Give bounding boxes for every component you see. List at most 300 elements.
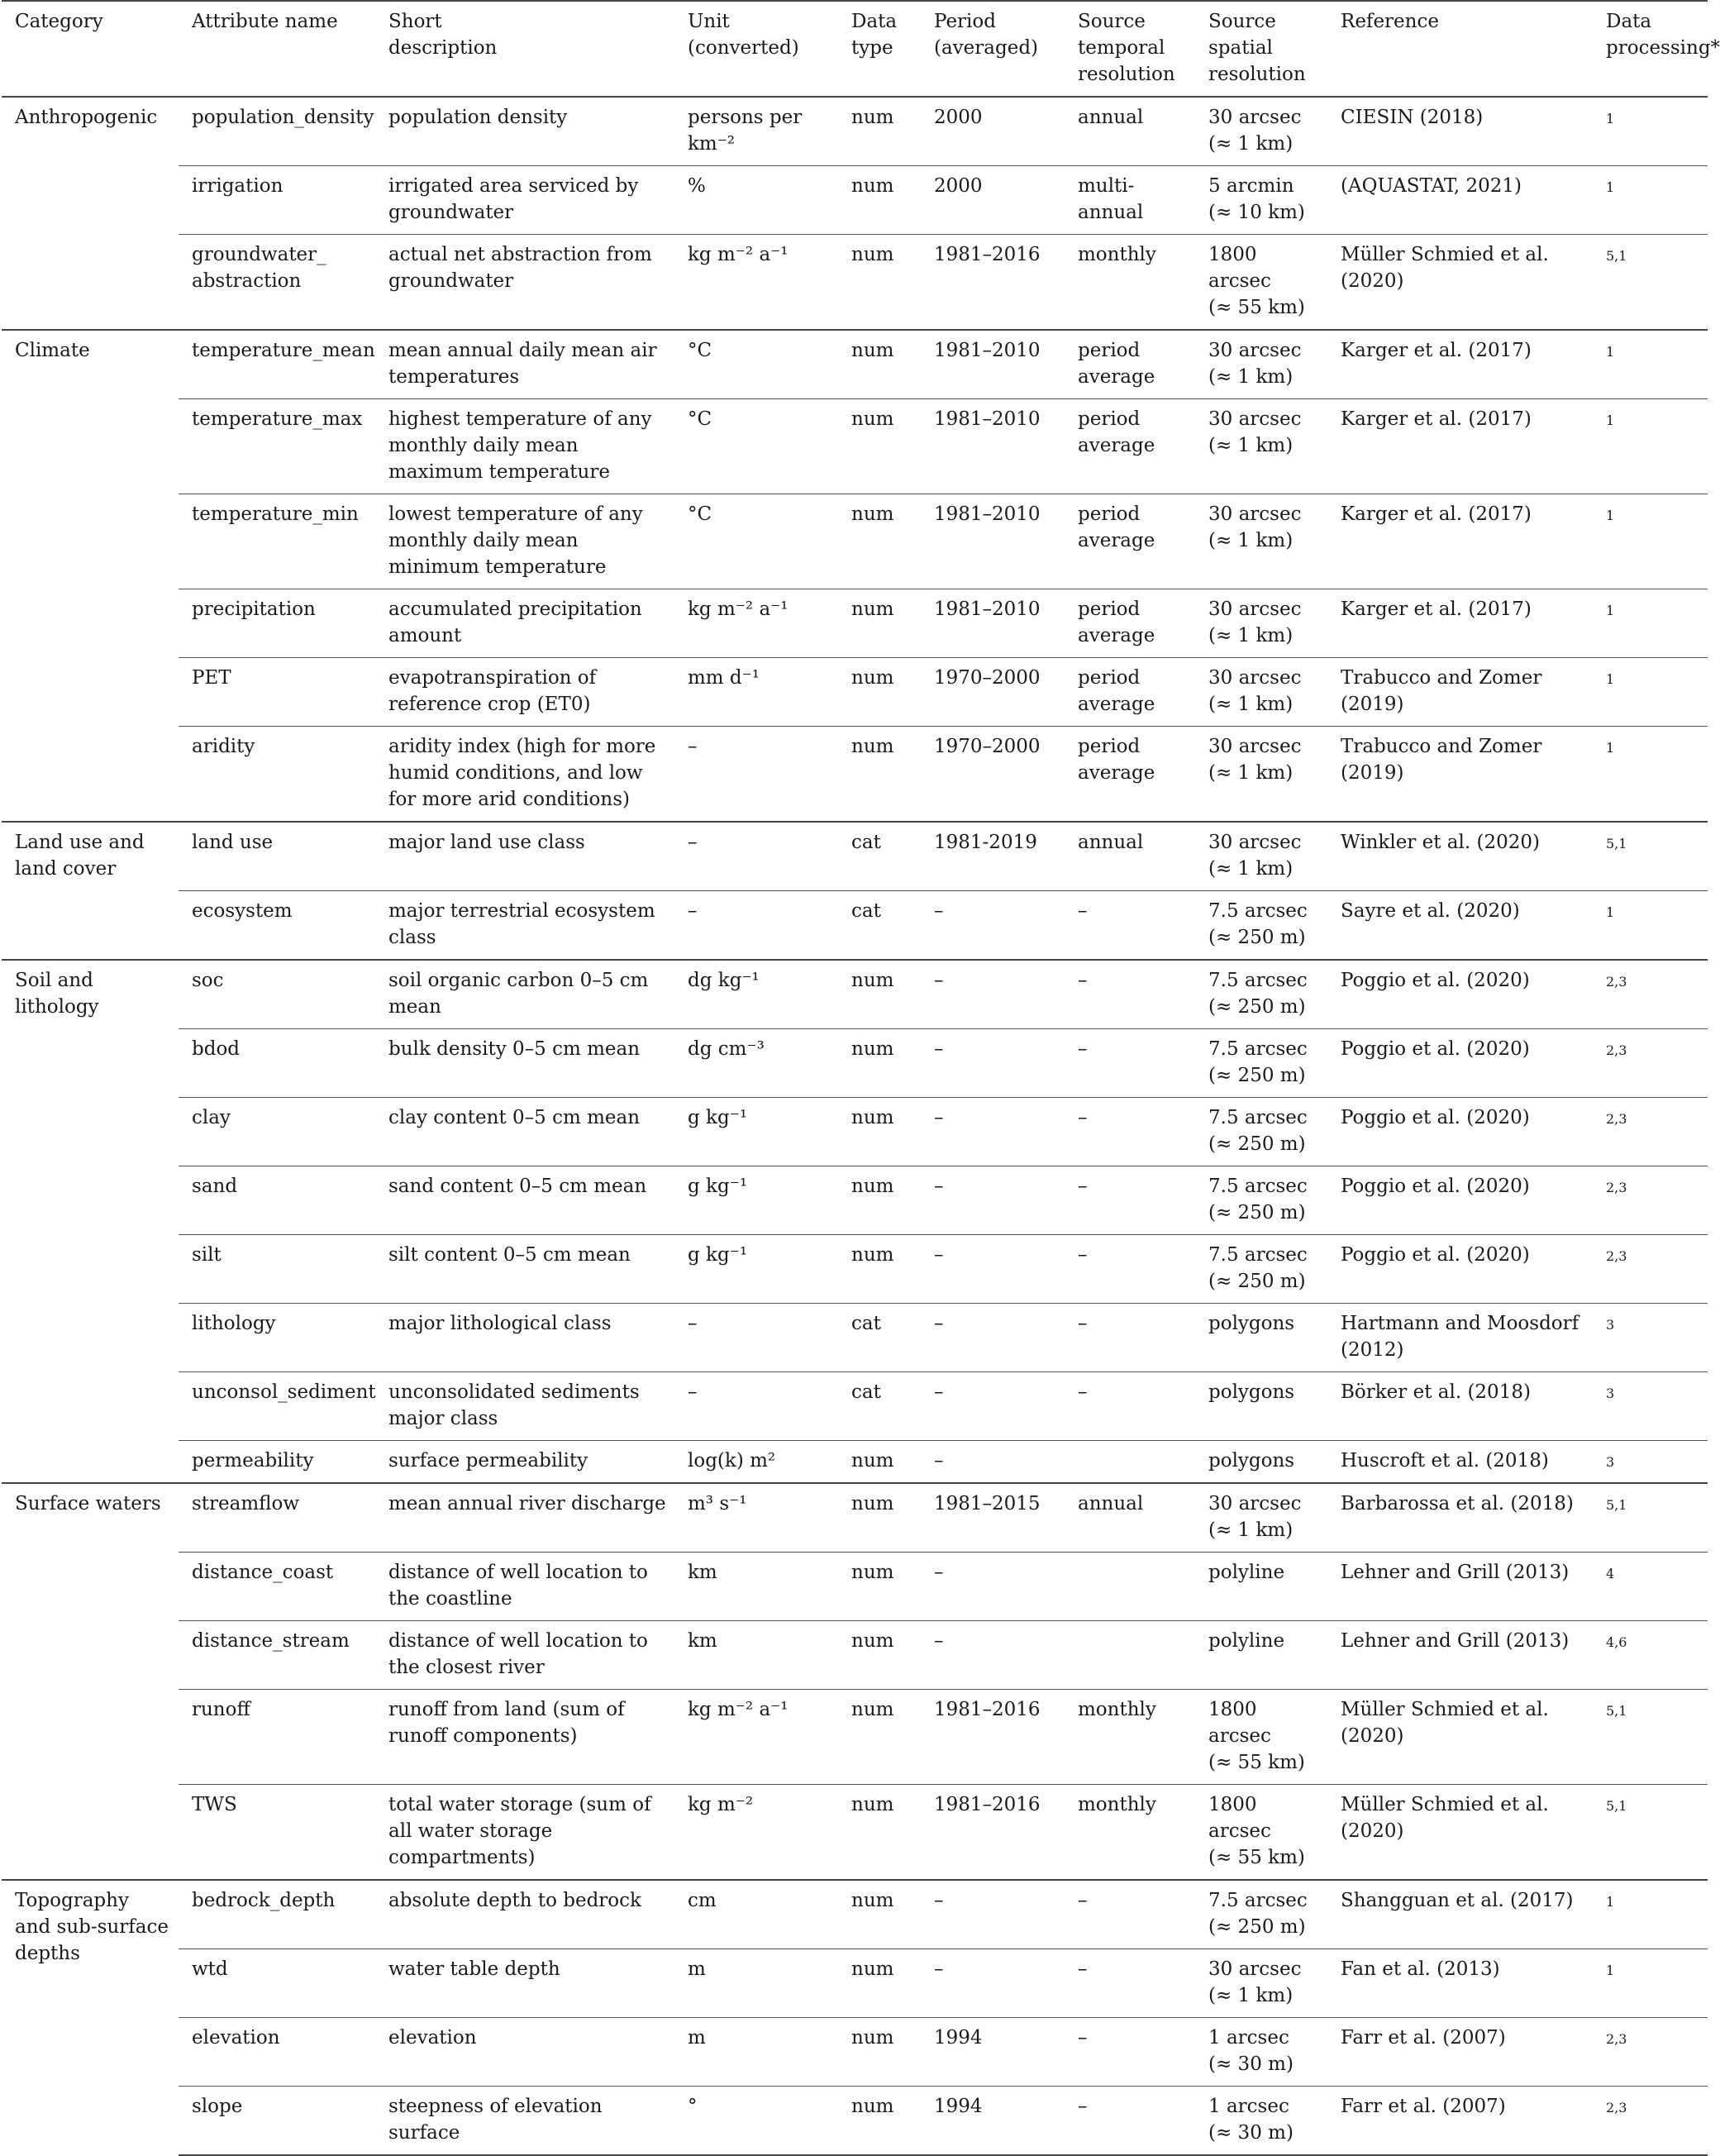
data-type-cell: num [838, 97, 921, 166]
data-type-cell: num [838, 2018, 921, 2087]
data-type-cell: num [838, 960, 921, 1029]
attribute-name-cell: TWS [179, 1785, 375, 1881]
unit-cell: – [674, 727, 838, 823]
description-cell: distance of well location to the closest river [375, 1621, 674, 1690]
table-row [2, 399, 1708, 494]
category-cell: Topography and sub-surface depths [2, 1880, 179, 2155]
spatial-resolution-cell: 30 arcsec (≈ 1 km) [1195, 589, 1327, 658]
temporal-resolution-cell: – [1065, 1166, 1195, 1235]
processing-footnote: 1 [1606, 111, 1615, 126]
processing-cell [1593, 1372, 1708, 1441]
header-unit: Unit (converted) [688, 11, 799, 59]
reference-cell: Winkler et al. (2020) [1327, 822, 1593, 891]
reference-cell: Karger et al. (2017) [1327, 399, 1593, 494]
temporal-resolution-cell [1065, 1441, 1195, 1484]
reference-cell: Karger et al. (2017) [1327, 589, 1593, 658]
description-cell: highest temperature of any monthly daily mean maximum temperature [375, 399, 674, 494]
temporal-resolution-cell: monthly [1065, 1785, 1195, 1881]
temporal-resolution-cell: – [1065, 1029, 1195, 1098]
processing-cell [1593, 1949, 1708, 2018]
attribute-name-cell: elevation [179, 2018, 375, 2087]
unit-cell: mm d⁻¹ [674, 658, 838, 727]
data-type-cell: cat [838, 891, 921, 961]
period-cell: – [921, 1621, 1065, 1690]
attribute-name-cell: silt [179, 1235, 375, 1304]
data-type-cell: num [838, 1785, 921, 1881]
unit-cell: m [674, 2018, 838, 2087]
attribute-name-cell: PET [179, 658, 375, 727]
reference-cell: Barbarossa et al. (2018) [1327, 1483, 1593, 1553]
description-cell: aridity index (high for more humid conditions, and low for more arid conditions) [375, 727, 674, 823]
processing-footnote: 2,3 [1606, 2031, 1627, 2047]
unit-cell: cm [674, 1880, 838, 1949]
reference-cell: Poggio et al. (2020) [1327, 1235, 1593, 1304]
table-row [2, 1949, 1708, 2018]
table-row [2, 891, 1708, 961]
processing-cell [1593, 494, 1708, 589]
processing-footnote: 1 [1606, 904, 1615, 920]
data-type-cell: cat [838, 822, 921, 891]
reference-cell: Lehner and Grill (2013) [1327, 1553, 1593, 1621]
period-cell: 2000 [921, 166, 1065, 235]
unit-cell: % [674, 166, 838, 235]
unit-cell: persons per km⁻² [674, 97, 838, 166]
table-row [2, 330, 1708, 399]
temporal-resolution-cell: – [1065, 1372, 1195, 1441]
spatial-resolution-cell: 1 arcsec (≈ 30 m) [1195, 2087, 1327, 2156]
period-cell: 1994 [921, 2018, 1065, 2087]
description-cell: mean annual river discharge [375, 1483, 674, 1553]
reference-cell: Sayre et al. (2020) [1327, 891, 1593, 961]
period-cell: – [921, 1553, 1065, 1621]
table-header [2, 1, 1720, 97]
unit-cell: °C [674, 494, 838, 589]
description-cell: elevation [375, 2018, 674, 2087]
description-cell: major lithological class [375, 1304, 674, 1372]
table-row [2, 1235, 1708, 1304]
spatial-resolution-cell: 7.5 arcsec (≈ 250 m) [1195, 1880, 1327, 1949]
unit-cell: kg m⁻² a⁻¹ [674, 235, 838, 331]
temporal-resolution-cell: period average [1065, 494, 1195, 589]
unit-cell: – [674, 891, 838, 961]
processing-footnote: 5,1 [1606, 1703, 1627, 1719]
unit-cell: log(k) m² [674, 1441, 838, 1484]
table-row [2, 97, 1708, 166]
data-type-cell: cat [838, 1372, 921, 1441]
table-row [2, 658, 1708, 727]
category-cell: Climate [2, 330, 179, 822]
description-cell: absolute depth to bedrock [375, 1880, 674, 1949]
reference-cell: Müller Schmied et al. (2020) [1327, 1690, 1593, 1785]
table-row [2, 494, 1708, 589]
attribute-name-cell: runoff [179, 1690, 375, 1785]
attributes-table [2, 0, 1720, 2156]
table-row [2, 1098, 1708, 1166]
description-cell: evapotranspiration of reference crop (ET0) [375, 658, 674, 727]
unit-cell: dg kg⁻¹ [674, 960, 838, 1029]
table-row [2, 1166, 1708, 1235]
period-cell: 2000 [921, 97, 1065, 166]
spatial-resolution-cell: 7.5 arcsec (≈ 250 m) [1195, 1235, 1327, 1304]
table-row [2, 1880, 1708, 1949]
processing-cell [1593, 330, 1708, 399]
unit-cell: km [674, 1621, 838, 1690]
attribute-name-cell: groundwater_ abstraction [179, 235, 375, 331]
reference-cell: Hartmann and Moosdorf (2012) [1327, 1304, 1593, 1372]
reference-cell: Börker et al. (2018) [1327, 1372, 1593, 1441]
data-type-cell: num [838, 1166, 921, 1235]
spatial-resolution-cell: 1800 arcsec (≈ 55 km) [1195, 1690, 1327, 1785]
period-cell: – [921, 1880, 1065, 1949]
table-row [2, 822, 1708, 891]
reference-cell: Poggio et al. (2020) [1327, 1098, 1593, 1166]
reference-cell: Farr et al. (2007) [1327, 2087, 1593, 2156]
period-cell: 1981–2015 [921, 1483, 1065, 1553]
reference-cell: Huscroft et al. (2018) [1327, 1441, 1593, 1484]
attribute-name-cell: wtd [179, 1949, 375, 2018]
unit-cell: – [674, 1372, 838, 1441]
category-cell: Anthropogenic [2, 97, 179, 330]
processing-footnote: 2,3 [1606, 2100, 1627, 2115]
period-cell: 1970–2000 [921, 658, 1065, 727]
processing-cell [1593, 1235, 1708, 1304]
spatial-resolution-cell: 1800 arcsec (≈ 55 km) [1195, 235, 1327, 331]
header-processing: Data processing* [1606, 11, 1720, 59]
temporal-resolution-cell: monthly [1065, 1690, 1195, 1785]
processing-footnote: 1 [1606, 344, 1615, 360]
description-cell: clay content 0–5 cm mean [375, 1098, 674, 1166]
temporal-resolution-cell: annual [1065, 97, 1195, 166]
data-type-cell: num [838, 1483, 921, 1553]
attribute-name-cell: precipitation [179, 589, 375, 658]
processing-footnote: 4,6 [1606, 1634, 1627, 1650]
attribute-name-cell: lithology [179, 1304, 375, 1372]
temporal-resolution-cell: period average [1065, 727, 1195, 823]
period-cell: – [921, 1304, 1065, 1372]
header-attribute: Attribute name [192, 11, 338, 32]
data-type-cell: num [838, 589, 921, 658]
processing-cell [1593, 960, 1708, 1029]
table-row [2, 727, 1708, 823]
data-type-cell: num [838, 1235, 921, 1304]
processing-cell [1593, 2018, 1708, 2087]
attribute-name-cell: sand [179, 1166, 375, 1235]
description-cell: silt content 0–5 cm mean [375, 1235, 674, 1304]
processing-cell [1593, 1553, 1708, 1621]
data-type-cell: cat [838, 1304, 921, 1372]
attribute-name-cell: soc [179, 960, 375, 1029]
spatial-resolution-cell: polygons [1195, 1372, 1327, 1441]
data-type-cell: num [838, 1621, 921, 1690]
unit-cell: g kg⁻¹ [674, 1166, 838, 1235]
data-type-cell: num [838, 1949, 921, 2018]
header-period: Period (averaged) [934, 11, 1039, 59]
unit-cell: g kg⁻¹ [674, 1098, 838, 1166]
processing-cell [1593, 658, 1708, 727]
unit-cell: kg m⁻² a⁻¹ [674, 1690, 838, 1785]
header-spatial: Source spatial resolution [1208, 11, 1306, 85]
processing-cell [1593, 1880, 1708, 1949]
spatial-resolution-cell: 30 arcsec (≈ 1 km) [1195, 399, 1327, 494]
data-type-cell: num [838, 399, 921, 494]
table-row [2, 1441, 1708, 1484]
processing-cell [1593, 822, 1708, 891]
table-row [2, 589, 1708, 658]
table-body [2, 97, 1708, 2155]
data-type-cell: num [838, 235, 921, 331]
description-cell: surface permeability [375, 1441, 674, 1484]
processing-footnote: 1 [1606, 1894, 1615, 1910]
reference-cell: Karger et al. (2017) [1327, 330, 1593, 399]
description-cell: lowest temperature of any monthly daily mean minimum temperature [375, 494, 674, 589]
description-cell: runoff from land (sum of runoff components) [375, 1690, 674, 1785]
temporal-resolution-cell: multi- annual [1065, 166, 1195, 235]
reference-cell: (AQUASTAT, 2021) [1327, 166, 1593, 235]
table-row [2, 1372, 1708, 1441]
period-cell: – [921, 1029, 1065, 1098]
header-temporal: Source temporal resolution [1078, 11, 1175, 85]
processing-footnote: 5,1 [1606, 1798, 1627, 1814]
spatial-resolution-cell: 5 arcmin (≈ 10 km) [1195, 166, 1327, 235]
temporal-resolution-cell: – [1065, 1235, 1195, 1304]
unit-cell: – [674, 1304, 838, 1372]
processing-footnote: 1 [1606, 179, 1615, 195]
spatial-resolution-cell: 30 arcsec (≈ 1 km) [1195, 1483, 1327, 1553]
temporal-resolution-cell: – [1065, 1098, 1195, 1166]
processing-footnote: 2,3 [1606, 1111, 1627, 1127]
reference-cell: Trabucco and Zomer (2019) [1327, 727, 1593, 823]
processing-cell [1593, 1029, 1708, 1098]
table-row [2, 1785, 1708, 1881]
unit-cell: dg cm⁻³ [674, 1029, 838, 1098]
period-cell: – [921, 960, 1065, 1029]
description-cell: actual net abstraction from groundwater [375, 235, 674, 331]
processing-footnote: 1 [1606, 671, 1615, 687]
temporal-resolution-cell [1065, 1553, 1195, 1621]
description-cell: mean annual daily mean air temperatures [375, 330, 674, 399]
period-cell: – [921, 891, 1065, 961]
processing-footnote: 3 [1606, 1454, 1615, 1470]
processing-cell [1593, 399, 1708, 494]
table-row [2, 166, 1708, 235]
processing-cell [1593, 1785, 1708, 1881]
processing-footnote: 1 [1606, 740, 1615, 756]
temporal-resolution-cell: – [1065, 2018, 1195, 2087]
data-type-cell: num [838, 727, 921, 823]
attribute-name-cell: temperature_min [179, 494, 375, 589]
table-row [2, 235, 1708, 331]
temporal-resolution-cell: annual [1065, 822, 1195, 891]
table-row [2, 1483, 1708, 1553]
reference-cell: Lehner and Grill (2013) [1327, 1621, 1593, 1690]
temporal-resolution-cell: period average [1065, 658, 1195, 727]
processing-footnote: 3 [1606, 1386, 1615, 1401]
description-cell: accumulated precipitation amount [375, 589, 674, 658]
table-row [2, 1553, 1708, 1621]
temporal-resolution-cell: period average [1065, 399, 1195, 494]
temporal-resolution-cell: – [1065, 1880, 1195, 1949]
processing-footnote: 4 [1606, 1566, 1615, 1581]
data-type-cell: num [838, 1690, 921, 1785]
header-dtype: Data type [851, 11, 898, 59]
temporal-resolution-cell: period average [1065, 330, 1195, 399]
spatial-resolution-cell: 7.5 arcsec (≈ 250 m) [1195, 891, 1327, 961]
table-row [2, 1690, 1708, 1785]
table-row [2, 2087, 1708, 2156]
processing-cell [1593, 891, 1708, 961]
reference-cell: Poggio et al. (2020) [1327, 1166, 1593, 1235]
attribute-name-cell: slope [179, 2087, 375, 2156]
period-cell: 1981-2019 [921, 822, 1065, 891]
data-type-cell: num [838, 1880, 921, 1949]
processing-footnote: 2,3 [1606, 1248, 1627, 1264]
processing-cell [1593, 1098, 1708, 1166]
spatial-resolution-cell: 1 arcsec (≈ 30 m) [1195, 2018, 1327, 2087]
unit-cell: g kg⁻¹ [674, 1235, 838, 1304]
reference-cell: Müller Schmied et al. (2020) [1327, 1785, 1593, 1881]
data-type-cell: num [838, 2087, 921, 2156]
table-row [2, 1304, 1708, 1372]
category-cell: Soil and lithology [2, 960, 179, 1483]
attribute-name-cell: permeability [179, 1441, 375, 1484]
attribute-name-cell: temperature_mean [179, 330, 375, 399]
attribute-name-cell: ecosystem [179, 891, 375, 961]
attribute-name-cell: distance_stream [179, 1621, 375, 1690]
data-type-cell: num [838, 494, 921, 589]
period-cell: 1981–2010 [921, 399, 1065, 494]
period-cell: 1981–2016 [921, 235, 1065, 331]
processing-footnote: 1 [1606, 508, 1615, 523]
spatial-resolution-cell: 7.5 arcsec (≈ 250 m) [1195, 1166, 1327, 1235]
attribute-name-cell: bdod [179, 1029, 375, 1098]
temporal-resolution-cell: period average [1065, 589, 1195, 658]
unit-cell: km [674, 1553, 838, 1621]
spatial-resolution-cell: 30 arcsec (≈ 1 km) [1195, 1949, 1327, 2018]
spatial-resolution-cell: 30 arcsec (≈ 1 km) [1195, 494, 1327, 589]
table-row [2, 1029, 1708, 1098]
period-cell: – [921, 1166, 1065, 1235]
description-cell: bulk density 0–5 cm mean [375, 1029, 674, 1098]
description-cell: major terrestrial ecosystem class [375, 891, 674, 961]
reference-cell: CIESIN (2018) [1327, 97, 1593, 166]
processing-cell [1593, 1441, 1708, 1484]
processing-cell [1593, 166, 1708, 235]
data-type-cell: num [838, 658, 921, 727]
period-cell: 1970–2000 [921, 727, 1065, 823]
temporal-resolution-cell: – [1065, 1304, 1195, 1372]
processing-footnote: 1 [1606, 413, 1615, 428]
attribute-name-cell: temperature_max [179, 399, 375, 494]
table-row [2, 1621, 1708, 1690]
processing-footnote: 3 [1606, 1317, 1615, 1333]
processing-footnote: 2,3 [1606, 1042, 1627, 1058]
processing-cell [1593, 727, 1708, 823]
unit-cell: m³ s⁻¹ [674, 1483, 838, 1553]
spatial-resolution-cell: polygons [1195, 1304, 1327, 1372]
processing-footnote: 2,3 [1606, 1180, 1627, 1195]
spatial-resolution-cell: 30 arcsec (≈ 1 km) [1195, 330, 1327, 399]
processing-cell [1593, 589, 1708, 658]
reference-cell: Farr et al. (2007) [1327, 2018, 1593, 2087]
processing-cell [1593, 1690, 1708, 1785]
processing-cell [1593, 2087, 1708, 2156]
attribute-name-cell: bedrock_depth [179, 1880, 375, 1949]
period-cell: – [921, 1949, 1065, 2018]
category-cell: Surface waters [2, 1483, 179, 1880]
processing-footnote: 1 [1606, 1963, 1615, 1978]
attribute-name-cell: population_density [179, 97, 375, 166]
reference-cell: Trabucco and Zomer (2019) [1327, 658, 1593, 727]
period-cell: 1981–2010 [921, 330, 1065, 399]
spatial-resolution-cell: 7.5 arcsec (≈ 250 m) [1195, 1098, 1327, 1166]
category-cell: Land use and land cover [2, 822, 179, 960]
description-cell: population density [375, 97, 674, 166]
spatial-resolution-cell: 1800 arcsec (≈ 55 km) [1195, 1785, 1327, 1881]
spatial-resolution-cell: 30 arcsec (≈ 1 km) [1195, 822, 1327, 891]
temporal-resolution-cell: – [1065, 1949, 1195, 2018]
attribute-name-cell: aridity [179, 727, 375, 823]
processing-cell [1593, 1304, 1708, 1372]
description-cell: irrigated area serviced by groundwater [375, 166, 674, 235]
table-row [2, 2018, 1708, 2087]
attribute-name-cell: irrigation [179, 166, 375, 235]
processing-footnote: 5,1 [1606, 836, 1627, 851]
unit-cell: – [674, 822, 838, 891]
data-type-cell: num [838, 1098, 921, 1166]
description-cell: major land use class [375, 822, 674, 891]
temporal-resolution-cell: monthly [1065, 235, 1195, 331]
attribute-name-cell: distance_coast [179, 1553, 375, 1621]
description-cell: unconsolidated sediments major class [375, 1372, 674, 1441]
period-cell: 1981–2010 [921, 494, 1065, 589]
reference-cell: Müller Schmied et al. (2020) [1327, 235, 1593, 331]
processing-footnote: 5,1 [1606, 248, 1627, 264]
period-cell: – [921, 1235, 1065, 1304]
period-cell: – [921, 1372, 1065, 1441]
attribute-name-cell: land use [179, 822, 375, 891]
processing-cell [1593, 1166, 1708, 1235]
table-row [2, 960, 1708, 1029]
description-cell: water table depth [375, 1949, 674, 2018]
temporal-resolution-cell [1065, 1621, 1195, 1690]
processing-footnote: 2,3 [1606, 974, 1627, 990]
description-cell: soil organic carbon 0–5 cm mean [375, 960, 674, 1029]
period-cell: 1981–2016 [921, 1690, 1065, 1785]
period-cell: 1994 [921, 2087, 1065, 2156]
data-type-cell: num [838, 166, 921, 235]
reference-cell: Poggio et al. (2020) [1327, 960, 1593, 1029]
spatial-resolution-cell: 30 arcsec (≈ 1 km) [1195, 658, 1327, 727]
spatial-resolution-cell: 7.5 arcsec (≈ 250 m) [1195, 960, 1327, 1029]
reference-cell: Shangguan et al. (2017) [1327, 1880, 1593, 1949]
data-type-cell: num [838, 1553, 921, 1621]
temporal-resolution-cell: – [1065, 960, 1195, 1029]
attribute-name-cell: unconsol_sediment [179, 1372, 375, 1441]
header-description: Short description [388, 11, 498, 59]
data-type-cell: num [838, 330, 921, 399]
processing-cell [1593, 1621, 1708, 1690]
period-cell: – [921, 1098, 1065, 1166]
unit-cell: kg m⁻² a⁻¹ [674, 589, 838, 658]
spatial-resolution-cell: 30 arcsec (≈ 1 km) [1195, 727, 1327, 823]
reference-cell: Poggio et al. (2020) [1327, 1029, 1593, 1098]
spatial-resolution-cell: polygons [1195, 1441, 1327, 1484]
period-cell: 1981–2010 [921, 589, 1065, 658]
processing-footnote: 5,1 [1606, 1497, 1627, 1513]
processing-footnote: 1 [1606, 603, 1615, 618]
description-cell: steepness of elevation surface [375, 2087, 674, 2156]
description-cell: sand content 0–5 cm mean [375, 1166, 674, 1235]
